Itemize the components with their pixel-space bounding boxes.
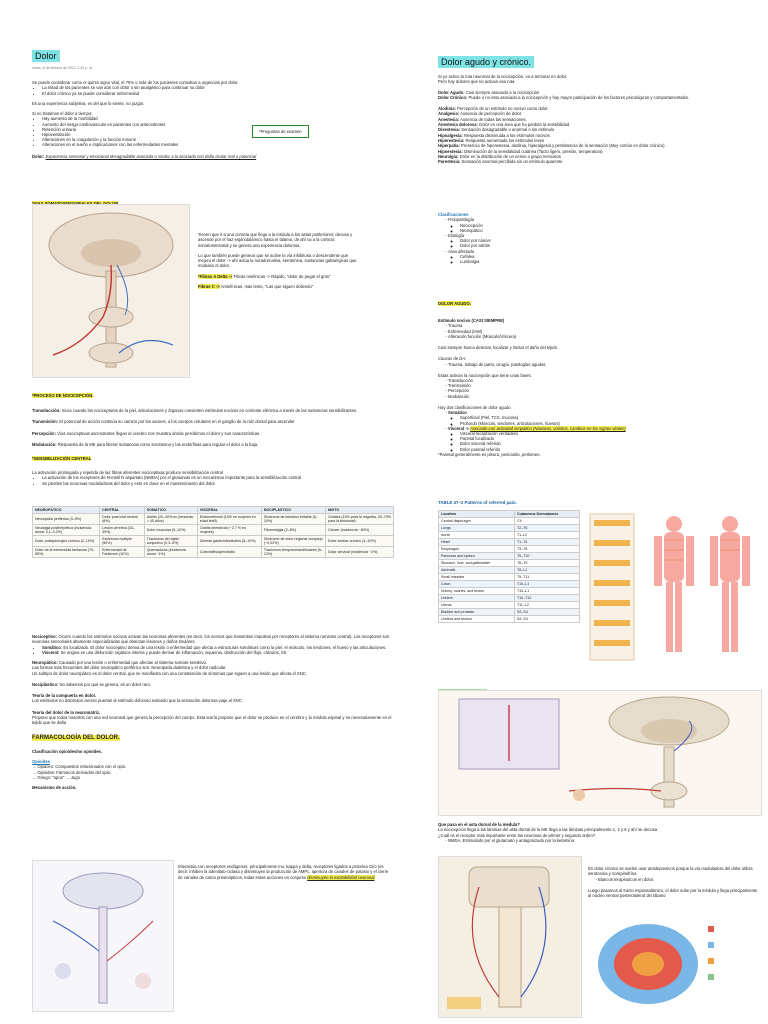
list-item: ◦ Dolor por cáncer	[460, 238, 760, 243]
c-fibers-text: Amielínicas, más lento, "Las que siguen doliendo"	[220, 284, 314, 290]
definition-term: Anestesia:	[438, 116, 460, 122]
spinothalamic-paragraph: Luego pasamos al tracto espinotalámico, el dolor sube por la médula y llega principalmente al núcleo ventral posterolateral del tálamo	[588, 887, 758, 899]
list-item: • La mitad de los pacientes se van aún con dolor o sin analgésico para continuar su dolor	[42, 85, 392, 90]
table-cell: Esophagus	[439, 546, 515, 553]
untreated-heading: Si no tratamos el dolor a tiempo:	[32, 111, 93, 116]
table-cell: Trastornos del tejido conjuntivo (0,3–5%)	[144, 536, 197, 547]
noxious-stimulus-title: Estímulo nocivo (CASI SIEMPRE)	[438, 318, 505, 323]
definition-term: Analgesia:	[438, 111, 460, 117]
mechanism-title: Mecanismo de acción.	[32, 785, 77, 791]
table-cell: Cefalea (15% para la migraña, 30–70% para la tensional)	[326, 514, 394, 525]
table-cell: Artritis (20–40% en personas > 45 años)	[144, 514, 197, 525]
parietal-note: *Parietal generalmente es pleura, pericardio, peritoneo.	[438, 451, 541, 457]
dorsal-horn-text: La nocicepción llega a las láminas del asta dorsal de la ME llega a las láminas principalmente 1, 2 y 5 y ahí se decusa	[438, 827, 658, 833]
intro-text: Se puede considerar como el quinto signo vital, el 70% o más de los pacientes consultan a urgencias por dolor.	[32, 80, 239, 85]
table-row	[439, 539, 580, 546]
table-cell: Lesión cerebral (34–39%)	[100, 525, 145, 536]
chronic-text: Puede o no esta asociado a la nocicepción y hay mayor participación de los factores psicológicos y comportamentales.	[468, 94, 690, 100]
table-cell: Dolor lumbar crónico (4–10%)	[326, 536, 394, 547]
chronic-label: Dolor Crónico:	[438, 94, 468, 100]
definition-term: Disestesia:	[438, 127, 461, 133]
table-cell: Esclerosis múltiple (50%)	[100, 536, 145, 547]
mechanism-highlight: disminuyen la excitabilidad neuronal	[307, 874, 375, 880]
definition-term: Hipoestesia:	[438, 148, 463, 154]
table-header-row	[439, 511, 580, 518]
perception-text: Vías nociceptivas ascendentes llegan al cerebro nos muestra donde percibimos el dolor y sus características.	[57, 430, 261, 436]
intro-line-2: Pero hay dolores que no activan esa ruta.	[438, 79, 516, 85]
table-cell: Síndrome de dolor regional complejo (~0,02%)	[261, 536, 325, 547]
table-cell: Dolor post ictal central (8%)	[100, 514, 145, 525]
list-item: - Trauma	[448, 323, 760, 328]
table-cell: Quemaduras (incidencia anual ~1%)	[144, 547, 197, 558]
table-cell: Cistitis intersticial (~2,7 % en mujeres)	[197, 525, 261, 536]
list-item: ◦ Parietal localizado	[460, 436, 760, 441]
table-cell: Central diaphragm	[439, 518, 515, 525]
table-cell: T10–L1	[514, 588, 579, 595]
always-text: Casi siempre busca detectar, localizar y limitar el daño del tejido.	[438, 344, 559, 350]
table-row	[439, 616, 580, 623]
table-cell: Endometriosis (10% en mujeres en edad fértil)	[197, 514, 261, 525]
table-cell: Trastornos temporomandibulares (5–12%)	[261, 547, 325, 558]
term-transmission: Transmisión:	[32, 419, 59, 425]
list-item: ◦ Lumbalgia	[460, 259, 760, 264]
opioids-item: → Griego: "opos" → Jugo	[32, 774, 80, 780]
list-item: - Transducción	[448, 378, 760, 383]
list-item: ◦ Neuropático	[460, 228, 760, 233]
list-item: ◦ Superficial (Piel, TCS, mucosa)	[460, 415, 760, 420]
intro-line-1: Si yo activo la ruta neuronal de la nocicepción, va a terminar en dolor.	[438, 74, 568, 79]
definition-text: Disminución de la sensibilidad cutánea (Tacto ligero, presión, temperatura)	[464, 148, 603, 154]
exam-questions-box: *Preguntas de examen	[252, 125, 309, 138]
definition-text: Respuesta disminuida a los estímulos nocivos	[464, 132, 550, 138]
opioid-receptor-figure	[32, 860, 174, 1012]
table-cell: T11–L2	[514, 602, 579, 609]
table-cell: Neuropatía periférica (3–9%)	[33, 514, 100, 525]
table-cell: Kidney, ovaries, and testes	[439, 588, 515, 595]
table-row	[439, 525, 580, 532]
referred-pain-table	[438, 510, 580, 623]
visceral-highlight: Asociado con actividad simpática (Náuseas, vómitos, cambios en los signos vitales)	[470, 425, 626, 431]
definition-term: Hipoalgesia:	[438, 132, 463, 138]
page-date: lunes, 8 de febrero de 2021 1:33 p. m.	[32, 66, 93, 70]
list-item: - NMDA, Estimulado por el glutamato y antagonizado por la ketamina	[448, 838, 760, 843]
section-heading-sensitization: *SENSIBILIZACIÓN CENTRAL	[32, 456, 92, 462]
table-cell: Small intestine	[439, 574, 515, 581]
list-item: • Se pierden las neuronas moduladoras del dolor y esto es clave en el mantenimiento del dolor	[42, 481, 394, 486]
definition-text: Sensación anormal percibida sin un estímulo aparente	[461, 159, 563, 165]
visceral-label: Visceral:	[42, 649, 60, 655]
table-row	[33, 525, 394, 536]
list-item: ◦ Dolor visceral referido	[460, 441, 760, 446]
gate-theory-title: Teoría de la compuerta en dolor.	[32, 693, 97, 699]
thalamus-figure	[588, 912, 760, 1016]
table-row	[439, 602, 580, 609]
definition-text: Percepción de un estímulo no nocivo como dolor.	[457, 106, 549, 112]
table-row	[439, 518, 580, 525]
table-cell: Colon	[439, 581, 515, 588]
a-delta-text: Fibras mielínicas -> Rápido, "dolor de pegar el grito"	[233, 273, 331, 279]
list-item: ◦ Nocicepción	[460, 223, 760, 228]
somatic-heading: Somático	[448, 410, 467, 416]
nociceptive-text: Ocurre cuando los estímulos nocivos activan las neuronas aferentes (es decir, los nervios que transmiten impulsos por receptores al sistema nervioso central). Los receptores son neuronas sensoriales altamente especializadas que detectan lesiones y daños tisulares.	[32, 634, 390, 645]
c-fibers-label: Fibras C ->	[198, 284, 220, 290]
table-cell: Stomach, liver, and gallbladder	[439, 560, 515, 567]
acute-pain-heading: DOLOR AGUDO.	[438, 301, 471, 306]
pathway-paragraph-1: Tienen que ir a una corneta que llega a la médula a los astas posteriores; decusa y ascende por el haz espinotalámico hasta el tálamo, de ahí va a la corteza somatosensorial y se genera una experiencia dolorosa.	[198, 232, 353, 248]
definition-term: Hiperpatía:	[438, 143, 460, 149]
table-row	[439, 532, 580, 539]
table-header: VISCERAL	[197, 507, 261, 514]
definition-term: Neuralgia:	[438, 153, 459, 159]
table-cell: C4	[514, 518, 579, 525]
transduction-text: Inicia cuando los nociceptores de la piel, articulaciones y órganos convierten estímulos nocivos en corriente eléctrica a través de las sustancias sensibilizantes.	[61, 408, 358, 413]
table-cell: Dolor postquirúrgico crónico (2–10%)	[33, 536, 100, 547]
gate-theory-text: Los estímulos no dolorosos cierran puertas al estímulo doloroso evitando que la sensación dolorosa viaje al SNC.	[32, 698, 243, 704]
table-cell: Aorta	[439, 532, 515, 539]
table-cell: Heart	[439, 539, 515, 546]
table-cell: Dolor muscular (5–10%)	[144, 525, 197, 536]
table-cell: T3–T8	[514, 546, 579, 553]
table-cell: Adrenals	[439, 567, 515, 574]
table-cell: Uterus	[439, 602, 515, 609]
list-item: • Alteraciones en la coagulación y la función inmune	[42, 137, 252, 142]
visceral-text: Se origina en una disfunción orgánica interna y puede derivar de inflamación, isquemia, obstrucción del flujo, cálculos, SII.	[60, 649, 288, 655]
table-row	[439, 581, 580, 588]
nociplastic-label: Nociplástico:	[32, 681, 59, 687]
classifications-title: Clasificaciones	[438, 212, 469, 217]
list-item: - Modulación	[448, 394, 760, 399]
table-cell: T5–T10	[514, 553, 579, 560]
list-item: • Aumento del riesgo cardiovascular en pacientes con antecedentes	[42, 122, 252, 127]
definition-term: Parestesia:	[438, 159, 461, 165]
definition-item	[438, 159, 760, 164]
definition-text: Experiencia sensorial y emocional desagradable asociada o similar a la asociada con daño tisular real o potencial	[45, 153, 257, 159]
table-row	[439, 588, 580, 595]
neuropathic-text: Causado por una lesión o enfermedad que afectan al sistema somato-sensitivo.	[59, 660, 208, 665]
table-cell: T6–T9	[514, 560, 579, 567]
visceral-heading: Visceral ->	[448, 425, 469, 431]
table-row	[439, 560, 580, 567]
definition-text: Respuesta aumentada los estímulos leves	[465, 137, 545, 143]
term-perception: Percepción:	[32, 430, 56, 436]
table-row	[439, 546, 580, 553]
receptor-question: ¿Cuál es el receptor más importante entre las neuronas de primer y segundo orden?	[438, 832, 596, 838]
list-item: • Hay aumento de la morbilidad	[42, 116, 252, 121]
table-header: MIXTO	[326, 507, 394, 514]
table-cell: Lungs	[439, 525, 515, 532]
table-header: Location	[439, 511, 515, 518]
list-item: - Transmisión	[448, 383, 760, 388]
table-header: NEUROPÁTICO	[33, 507, 100, 514]
list-item: • Alteraciones en el sueño e implicaciones con las enfermedades mentales	[42, 142, 252, 147]
table-cell: S2–S4	[514, 616, 579, 623]
table-row	[33, 514, 394, 525]
dorsal-horn-question: Que pasa en el asta dorsal de la medula?	[438, 822, 520, 827]
modulation-text: Respuesta de la ME para liberar sustancias como serotonina y las endorfinas para regular el dolor a la baja.	[57, 441, 259, 447]
table-cell: Pancreas and spleen	[439, 553, 515, 560]
table-cell: T1–L2	[514, 532, 579, 539]
definition-text: Presencia de hiperestesia, alodinia, hiperalgesia y persistencia de la sensación (Muy común en dolor crónico)	[461, 143, 665, 149]
table-cell: Síndrome de intestino irritable (5–10%)	[261, 514, 325, 525]
acute-label: Dolor Agudo:	[438, 89, 465, 95]
list-item: - Enfermedad (IAM)	[448, 329, 760, 334]
table-cell: Enfermedad de Parkinson (10%)	[100, 547, 145, 558]
table-cell: Urethra and rectum	[439, 616, 515, 623]
somatic-label: Somático:	[42, 644, 63, 650]
chronic-paragraph: En dolor crónico se suelen usar antidepresivos porque la vía moduladora del dolor utiliza serotonina y norepinefrina	[588, 866, 753, 877]
table-cell: Bladder and prostate	[439, 609, 515, 616]
list-item: • Retención urinaria	[42, 127, 252, 132]
pain-types-table	[32, 506, 394, 558]
table-header: Cutaneous Dermatomes	[514, 511, 579, 518]
section-heading-pharmacology: FARMACOLOGÍA DEL DOLOR.	[32, 734, 120, 741]
neuropathic-more-2: Un subtipo de dolor neuropático es el dolor central, que se manifiesta con una constelación de síntomas que siguen a una lesión que afecta el SNC.	[32, 670, 307, 676]
table-cell: S2–S4	[514, 609, 579, 616]
list-item: ◦ Cefalea	[460, 254, 760, 259]
term-transduction: Transducción:	[32, 408, 61, 413]
list-item: - Percepción	[448, 388, 760, 393]
list-item: ◦ Profundo (Músculo, tendones, articulaciones, huesos)	[460, 421, 760, 426]
list-item: - Blancos terapéuticos en dolor.	[598, 877, 760, 882]
table-cell: T1–T4	[514, 539, 579, 546]
table-header: CENTRAL	[100, 507, 145, 514]
somatosensory-pathway-figure	[32, 204, 190, 378]
list-item: ◦ Visceral localización verdadera	[460, 431, 760, 436]
dermatome-figure	[584, 510, 760, 664]
opioids-item: → Opiáceo: Compuestos relacionados con el opio.	[32, 764, 127, 770]
definition-term: Anestesia dolorosa:	[438, 122, 479, 128]
list-item: ◦ Dolor por artritis	[460, 243, 760, 248]
neuropathic-label: Neuropático:	[32, 660, 58, 665]
table-cell: T10–T12	[514, 595, 579, 602]
table-row	[439, 574, 580, 581]
pathway-paragraph-2: Lo que también puede generar que se active la vía inhibitoria o descendente que mejora el dolor -> ahí actúa la noradrenalina, serotonina, sustancias gabaérgicas que modulan el dolor.	[198, 252, 357, 269]
table-header: NOCIPLÁSTICO	[261, 507, 325, 514]
definition-text: Dolor en una área que ha perdido la sensibilidad	[479, 122, 570, 128]
list-item: • El dolor crónico ya se puede considerar enfermedad	[42, 91, 392, 96]
opioids-title: Opioides	[32, 758, 50, 764]
definition-text: Ausencia de percepción de dolor.	[460, 111, 523, 117]
table-cell: Úlceras gastrointestinales (5–10%)	[197, 536, 261, 547]
table-cell: Ureters	[439, 595, 515, 602]
definition-term: Alodinia:	[438, 106, 456, 112]
table-row	[33, 547, 394, 558]
definition-text: Dolor en la distribución de un nervio o grupo nerviosos	[459, 153, 561, 159]
sensitization-text: La activación prolongada y repetida de las fibras aferentes nociceptivas produce sensibilización central	[32, 470, 223, 476]
table-row	[439, 609, 580, 616]
acute-text: Casi siempre asociado a la nocicepción	[465, 89, 540, 95]
table-cell: Dolor de la extremidad fantasma (70–85%)	[33, 547, 100, 558]
table-row	[439, 595, 580, 602]
list-item: - Trauma, trabajo de parto, cirugía, patologías agudas.	[448, 362, 760, 367]
section-heading-process: *PROCESO DE NOCICEPCIÓN.	[32, 393, 94, 398]
table-cell: T10–L1	[514, 581, 579, 588]
definition-text: Ausencia de todas las sensaciones.	[460, 116, 527, 122]
table-cell: T8–L1	[514, 567, 579, 574]
table-cell: Colecistitis/apendicitis	[197, 547, 261, 558]
list-item: ◦ Dolor parietal referido	[460, 447, 760, 452]
list-item: • Hipoventilación	[42, 132, 252, 137]
descending-pathway-figure	[438, 856, 582, 1018]
table-header-row	[33, 507, 394, 514]
a-delta-label: *Fibras A Delta ->	[198, 273, 233, 279]
table-row	[439, 567, 580, 574]
classification-title: Clasificación opioides/no opioides.	[32, 748, 103, 754]
table-cell: Fibromialgia (2–8%)	[261, 525, 325, 536]
right-page-title: Dolor agudo y crónico.	[438, 56, 534, 68]
causes-label: Causas de DA:	[438, 356, 467, 362]
table-cell: Neuralgia postherpética (incidencia anual: 0,1–0,2%)	[33, 525, 100, 536]
somatic-text: Es localizado. El dolor nociceptivo deriva de una lesión o enfermedad que afecta a estructuras somáticas como la piel, el músculo, los tendones, el hueso y las articulaciones.	[63, 644, 387, 650]
subjective-text: Es una experiencia subjetiva, es del que lo siente, no juzgar.	[32, 100, 145, 106]
area-label: Área afectada	[448, 248, 475, 254]
table-row	[33, 536, 394, 547]
referred-pain-table-title: TABLE 47–2 Patterns of referred pain.	[438, 500, 517, 505]
neuromatrix-title: Teoría del dolor de la neuromatriz.	[32, 709, 101, 715]
etiology-label: Etiología	[448, 232, 465, 238]
nociplastic-text: No sabemos por qué se genera, es un dolor raro.	[59, 681, 151, 687]
table-cell: Dolor cervical (incidencia ~2%)	[326, 547, 394, 558]
definition-term: Hiperestesia:	[438, 137, 465, 143]
list-item: • La activación de los receptores de N-metil D aspartato (NMDA) por el glutamato es un mecanismo importante para la sensibilización central	[42, 475, 394, 480]
page-title: Dolor	[32, 50, 60, 62]
two-classifications-text: Hay dos clasificaciones de dolor agudo	[438, 404, 511, 410]
table-header: SOMÁTICO	[144, 507, 197, 514]
table-cell: T9–T11	[514, 574, 579, 581]
transmission-text: El potencial de acción continúa su camino por los axones, a los cuerpos celulares en el ganglio de la raíz dorsal para ascender	[59, 419, 295, 425]
table-row	[439, 553, 580, 560]
neuromatrix-text: Propone que todos nosotros con una red neuronal que genera la percepción del cuerpo. Esta teoría propone que el dolor se produce en el cerebro y la médula espinal y no necesariamente en el tejido que se daña	[32, 715, 392, 726]
phases-text: Estas activan la nocicepción que tiene unas fases:	[438, 372, 532, 378]
table-cell: T2–T6	[514, 525, 579, 532]
definitions-list	[438, 106, 760, 164]
mechanism-text: Interactúa con receptores endógenos, principalmente mu, kappa y delta, receptores ligados a proteína Gi/o (es decir: inhiben la adenilato-ciclasa y disminuyen la producción de AMPc, apertura de canales de potasio y el cierre de canales de calcio presinápticos, todas estas acciones en conjunto	[178, 864, 389, 880]
definition-text: Sensación desagradable o anormal o sin estímulo	[461, 127, 555, 133]
nociceptive-label: Nociceptivo:	[32, 634, 58, 639]
definition-label: Dolor:	[32, 153, 45, 159]
neuropathic-more-1: Las formas más frecuentes del dolor neuropático periférico son: Neuropatía diabética y el dolor radicular.	[32, 665, 227, 671]
acute-pain-pathway-figure	[438, 690, 762, 816]
term-modulation: Modulación:	[32, 441, 57, 447]
opioids-item: → Opioides: Fármacos derivados del opio.	[32, 769, 112, 775]
pathophysiology-label: Fisiopatología	[448, 217, 475, 223]
table-cell: Cáncer (incidencia ~60%)	[326, 525, 394, 536]
list-item: - Alteración función (Músculo/Víscera)	[448, 334, 760, 339]
